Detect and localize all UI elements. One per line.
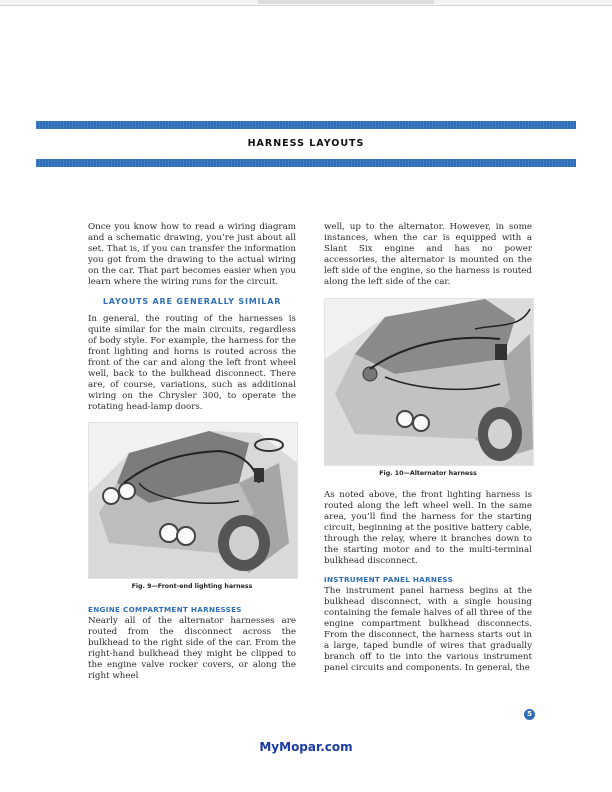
footer-link[interactable]: MyMopar.com (259, 740, 353, 754)
layouts-paragraph: In general, the routing of the harnesses is quite similar for the main circuits, regardless of body style. For example, the harness for the front lighting and horns is routed across the front of the car and along the left front wheel well, back to the bulkhead disconnect. There are, of course, variations, such as additional wiring on the Chrysler 300, to operate the rotating head-lamp doors. (88, 314, 296, 412)
fig9-caption: Fig. 9—Front-end lighting harness (131, 583, 253, 590)
right-continued (324, 222, 532, 288)
viewer-top-bar (0, 0, 612, 6)
engine-paragraph: Nearly all of the alternator harnesses are routed from the disconnect across the bulkhead to the right side of the car. From the right-hand bulkhead they might be clipped to the engine valve rocker covers, or along the right wheel (88, 616, 296, 681)
front-end-harness-illustration (89, 423, 297, 578)
left-layouts-text (88, 314, 296, 413)
heading-instrument-panel: INSTRUMENT PANEL HARNESS (324, 575, 454, 584)
continued-paragraph: well, up to the alternator. However, in some instances, when the car is equipped with a Slant Six engine and has no power accessories, the alternator is mounted on the left side of the engine, so the harness is routed along the left side of the car. (324, 222, 532, 287)
left-intro (88, 222, 296, 288)
heading-engine-compartment: ENGINE COMPARTMENT HARNESSES (88, 605, 242, 614)
figure-front-end-harness (88, 422, 298, 579)
header-band-top (36, 121, 576, 129)
right-instrument-text (324, 586, 532, 674)
instrument-paragraph: The instrument panel harness begins at the bulkhead disconnect, with a single housing containing the female halves of all three of the engine compartment bulkhead disconnects. From the disconnect, the harness starts out in a large, taped bundle of wires that gradually branch off to tie into the various instrument panel circuits and components. In general, the (324, 586, 532, 673)
header-band-bottom (36, 159, 576, 167)
figure-alternator-harness (324, 298, 534, 466)
heading-layouts: LAYOUTS ARE GENERALLY SIMILAR (102, 297, 282, 306)
viewer-tab (258, 0, 434, 4)
alternator-harness-illustration (325, 299, 533, 465)
fig10-caption: Fig. 10—Alternator harness (379, 470, 477, 477)
noted-paragraph: As noted above, the front lighting harness is routed along the left wheel well. In the same area, you’ll find the harness for the starting circuit, beginning at the positive battery cable, through the relay, where it branches down to the starting motor and to the multi-terminal bulkhead disconnect. (324, 490, 532, 566)
section-title: HARNESS LAYOUTS (247, 138, 365, 149)
left-engine-text (88, 616, 296, 682)
page-number-badge: 5 (524, 709, 535, 720)
intro-paragraph: Once you know how to read a wiring diagram and a schematic drawing, you’re just about all set. That is, if you can transfer the information you got from the drawing to the actual wiring on the car. That part becomes easier when you learn where the wiring runs for the circuit. (88, 222, 296, 287)
right-noted-text (324, 490, 532, 567)
